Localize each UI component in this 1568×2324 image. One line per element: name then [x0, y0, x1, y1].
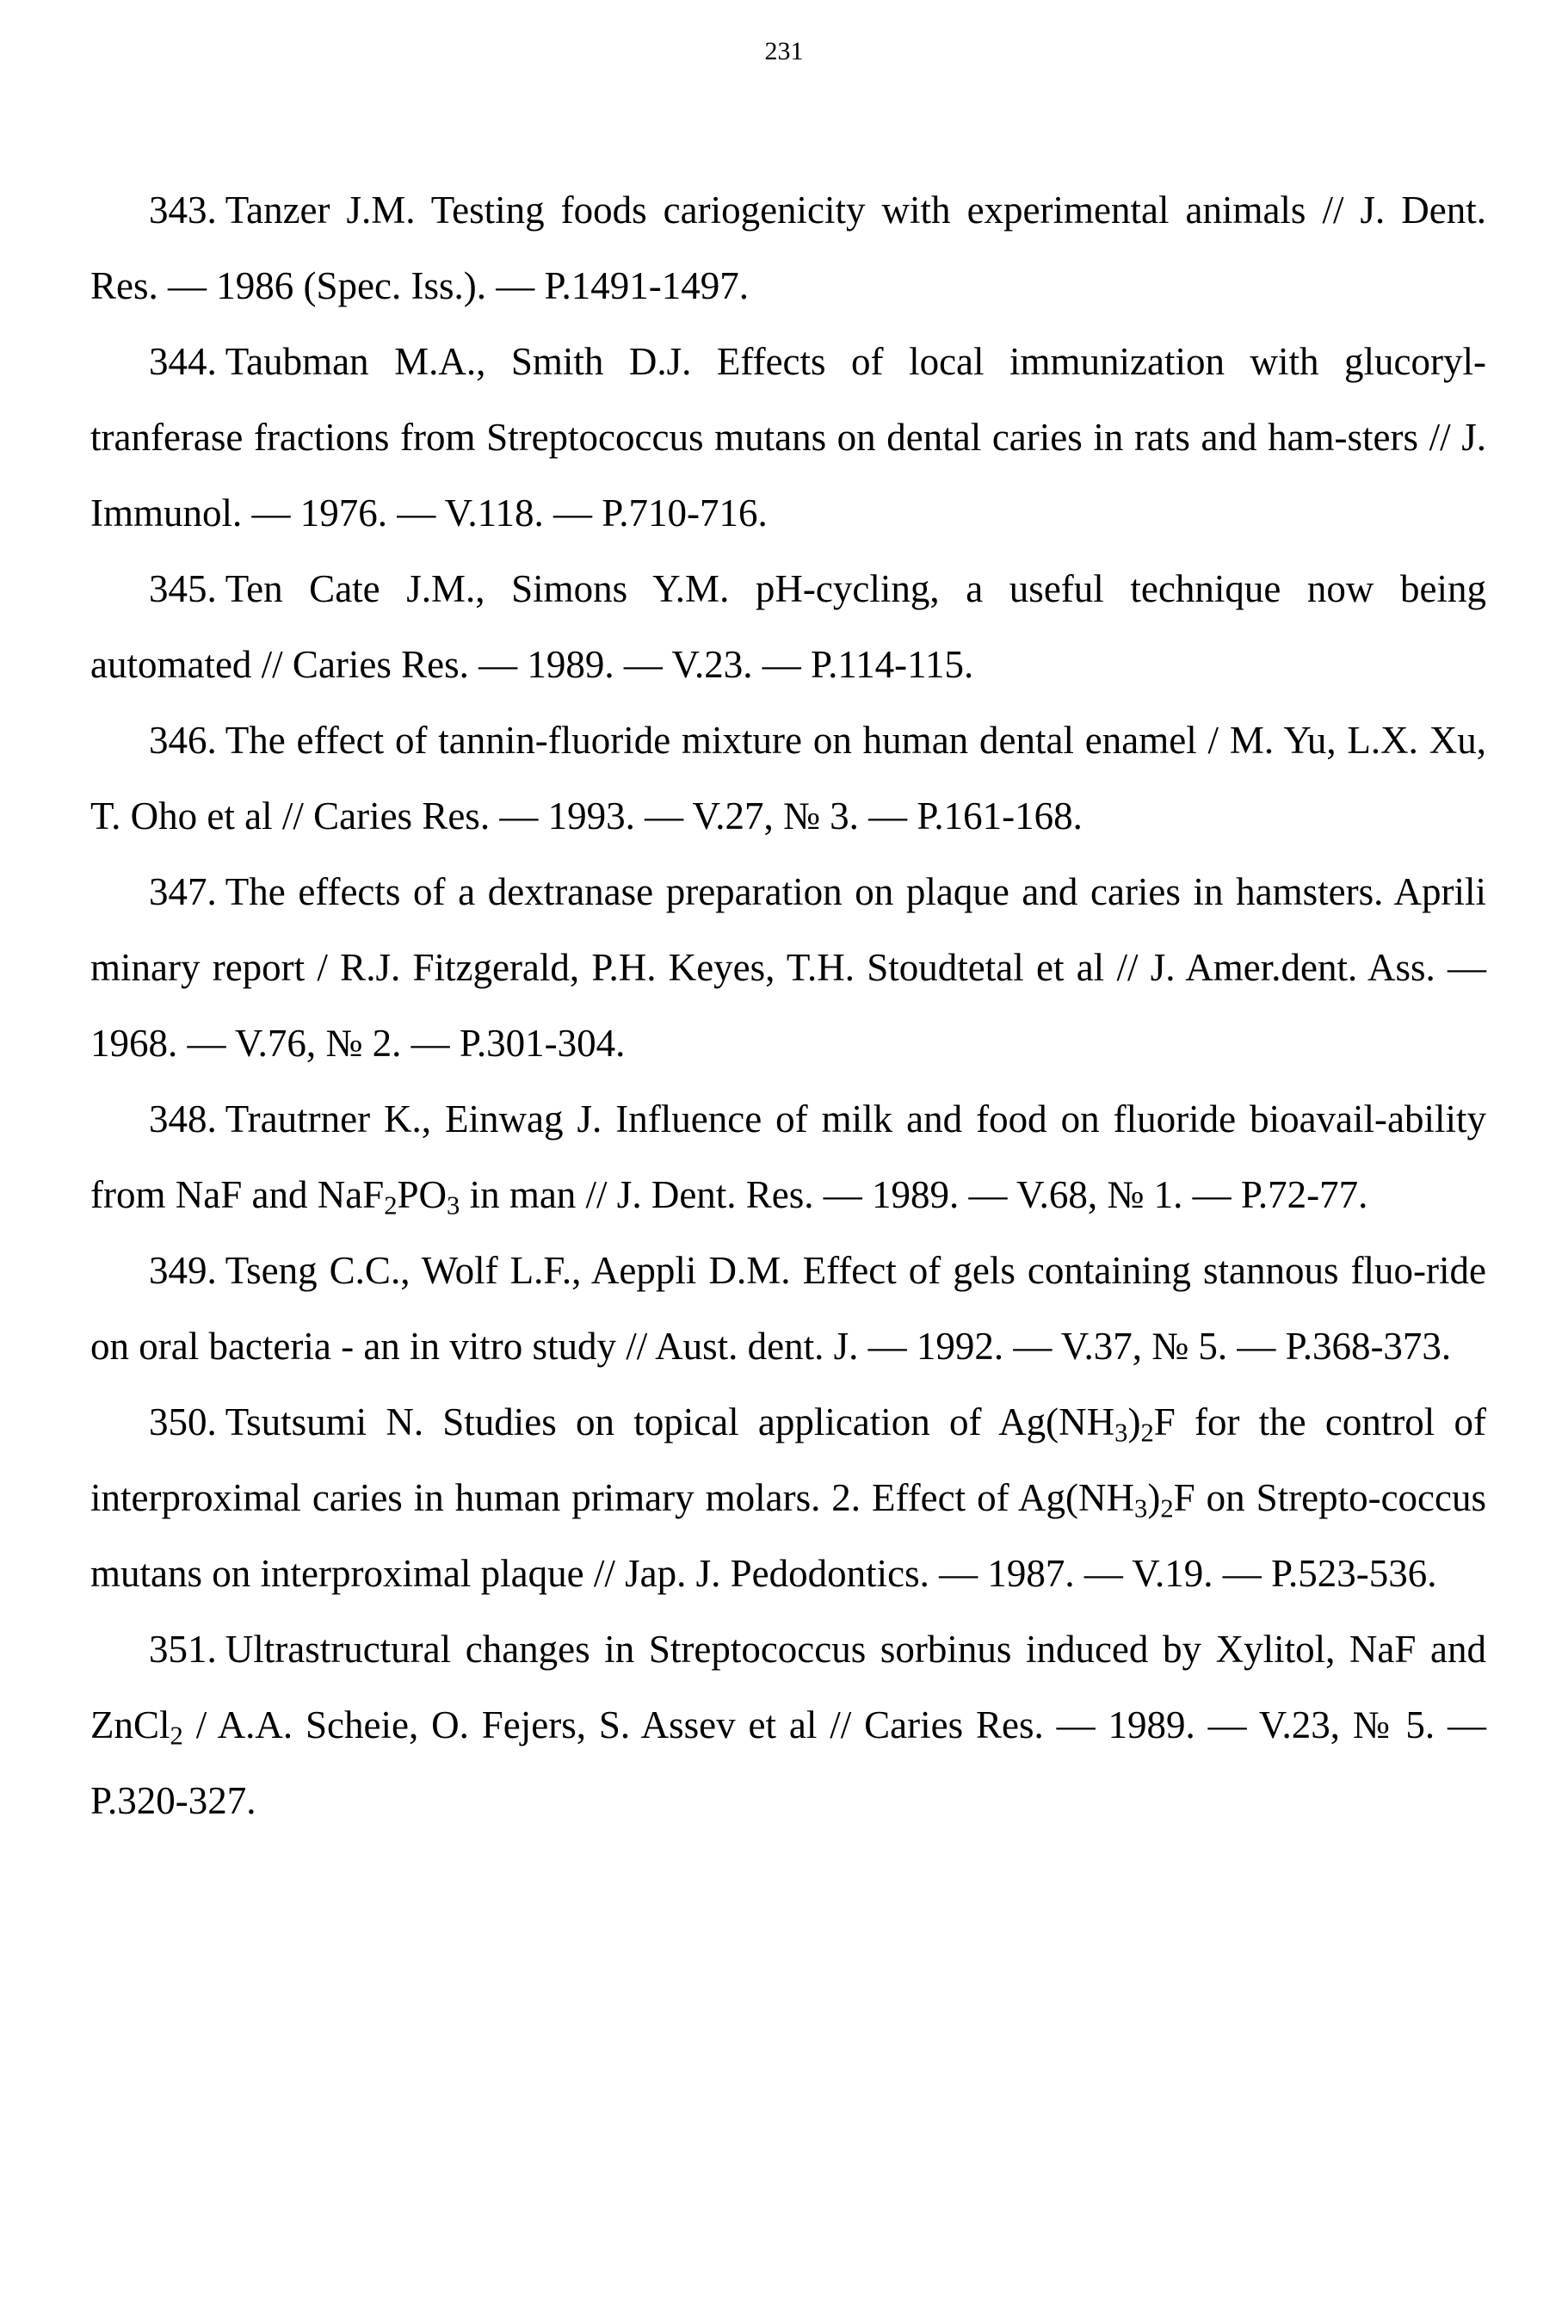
reference-text: ) — [1147, 1476, 1161, 1519]
subscript: 2 — [170, 1721, 183, 1751]
reference-text: F on Strepto-coccus mutans on interproximal plaque // Jap. J. Pedodontics. — 1987. — V.19. — P.523-536. — [90, 1476, 1487, 1595]
reference-text: Trautrner K., Einwag J. Influence of milk and food on fluoride bioavail-ability from NaF and NaF — [90, 1097, 1486, 1216]
reference-number: 346. — [149, 719, 217, 762]
reference-number: 349. — [149, 1249, 217, 1292]
reference-number: 347. — [149, 870, 217, 913]
reference-text: F for the control of interproximal caries in human primary molars. 2. Effect of Ag(NH — [90, 1400, 1486, 1519]
reference-item — [90, 1611, 1486, 1839]
reference-text: in man // J. Dent. Res. — 1989. — V.68, № 1. — P.72-77. — [460, 1173, 1368, 1216]
reference-text: Tsutsumi N. Studies on topical application of Ag(NH — [225, 1400, 1115, 1443]
reference-list — [90, 172, 1486, 1839]
subscript: 3 — [1114, 1418, 1128, 1448]
reference-text: The effects of a dextranase preparation on plaque and caries in hamsters. Aprili minary report / R.J. Fitzgerald, P.H. Keyes, T.H. Stoudtetal et al // J. Amer.dent. Ass. — 1968. — V.76, № 2. — P.301-304. — [90, 870, 1486, 1065]
reference-number: 344. — [149, 340, 217, 383]
reference-text: / A.A. Scheie, O. Fejers, S. Assev et al // Caries Res. — 1989. — V.23, № 5. — P.320-327. — [90, 1703, 1486, 1822]
reference-item — [90, 854, 1486, 1081]
reference-text: Taubman M.A., Smith D.J. Effects of local immunization with glucoryl-tranferase fractions from Streptococcus mutans on dental caries in rats and ham-sters // J. Immunol. — 1976. — V.118. — P.710-716. — [90, 340, 1486, 535]
reference-item — [90, 702, 1486, 854]
subscript: 3 — [1134, 1493, 1148, 1524]
subscript: 3 — [447, 1190, 460, 1221]
reference-item — [90, 172, 1486, 324]
subscript: 2 — [1160, 1493, 1174, 1524]
reference-item — [90, 1081, 1486, 1233]
reference-item — [90, 1233, 1486, 1384]
reference-text: ) — [1127, 1400, 1141, 1443]
reference-text: Ultrastructural changes in Streptococcus sorbinus induced by Xylitol, NaF and ZnCl — [90, 1628, 1486, 1746]
subscript: 2 — [384, 1190, 398, 1221]
reference-text: Tanzer J.M. Testing foods cariogenicity with experimental animals // J. Dent. Res. — 1986 (Spec. Iss.). — P.1491-1497. — [90, 189, 1486, 307]
reference-number: 348. — [149, 1097, 217, 1140]
reference-text: Ten Cate J.M., Simons Y.M. pH-cycling, a useful technique now being automated // Caries Res. — 1989. — V.23. — P.114-115. — [90, 567, 1486, 686]
subscript: 2 — [1140, 1418, 1154, 1448]
reference-number: 345. — [149, 567, 217, 610]
reference-number: 351. — [149, 1628, 217, 1671]
reference-number: 350. — [149, 1400, 217, 1443]
reference-text: PO — [397, 1173, 448, 1216]
reference-item — [90, 324, 1486, 551]
reference-text: Tseng C.C., Wolf L.F., Aeppli D.M. Effect of gels containing stannous fluo-ride on oral bacteria - an in vitro study // Aust. dent. J. — 1992. — V.37, № 5. — P.368-373. — [90, 1249, 1486, 1368]
reference-text: The effect of tannin-fluoride mixture on human dental enamel / M. Yu, L.X. Xu, T. Oho et al // Caries Res. — 1993. — V.27, № 3. — P.161-168. — [90, 719, 1486, 838]
reference-item — [90, 1384, 1486, 1611]
reference-item — [90, 551, 1486, 702]
page-number: 231 — [764, 37, 804, 65]
reference-number: 343. — [149, 189, 217, 232]
